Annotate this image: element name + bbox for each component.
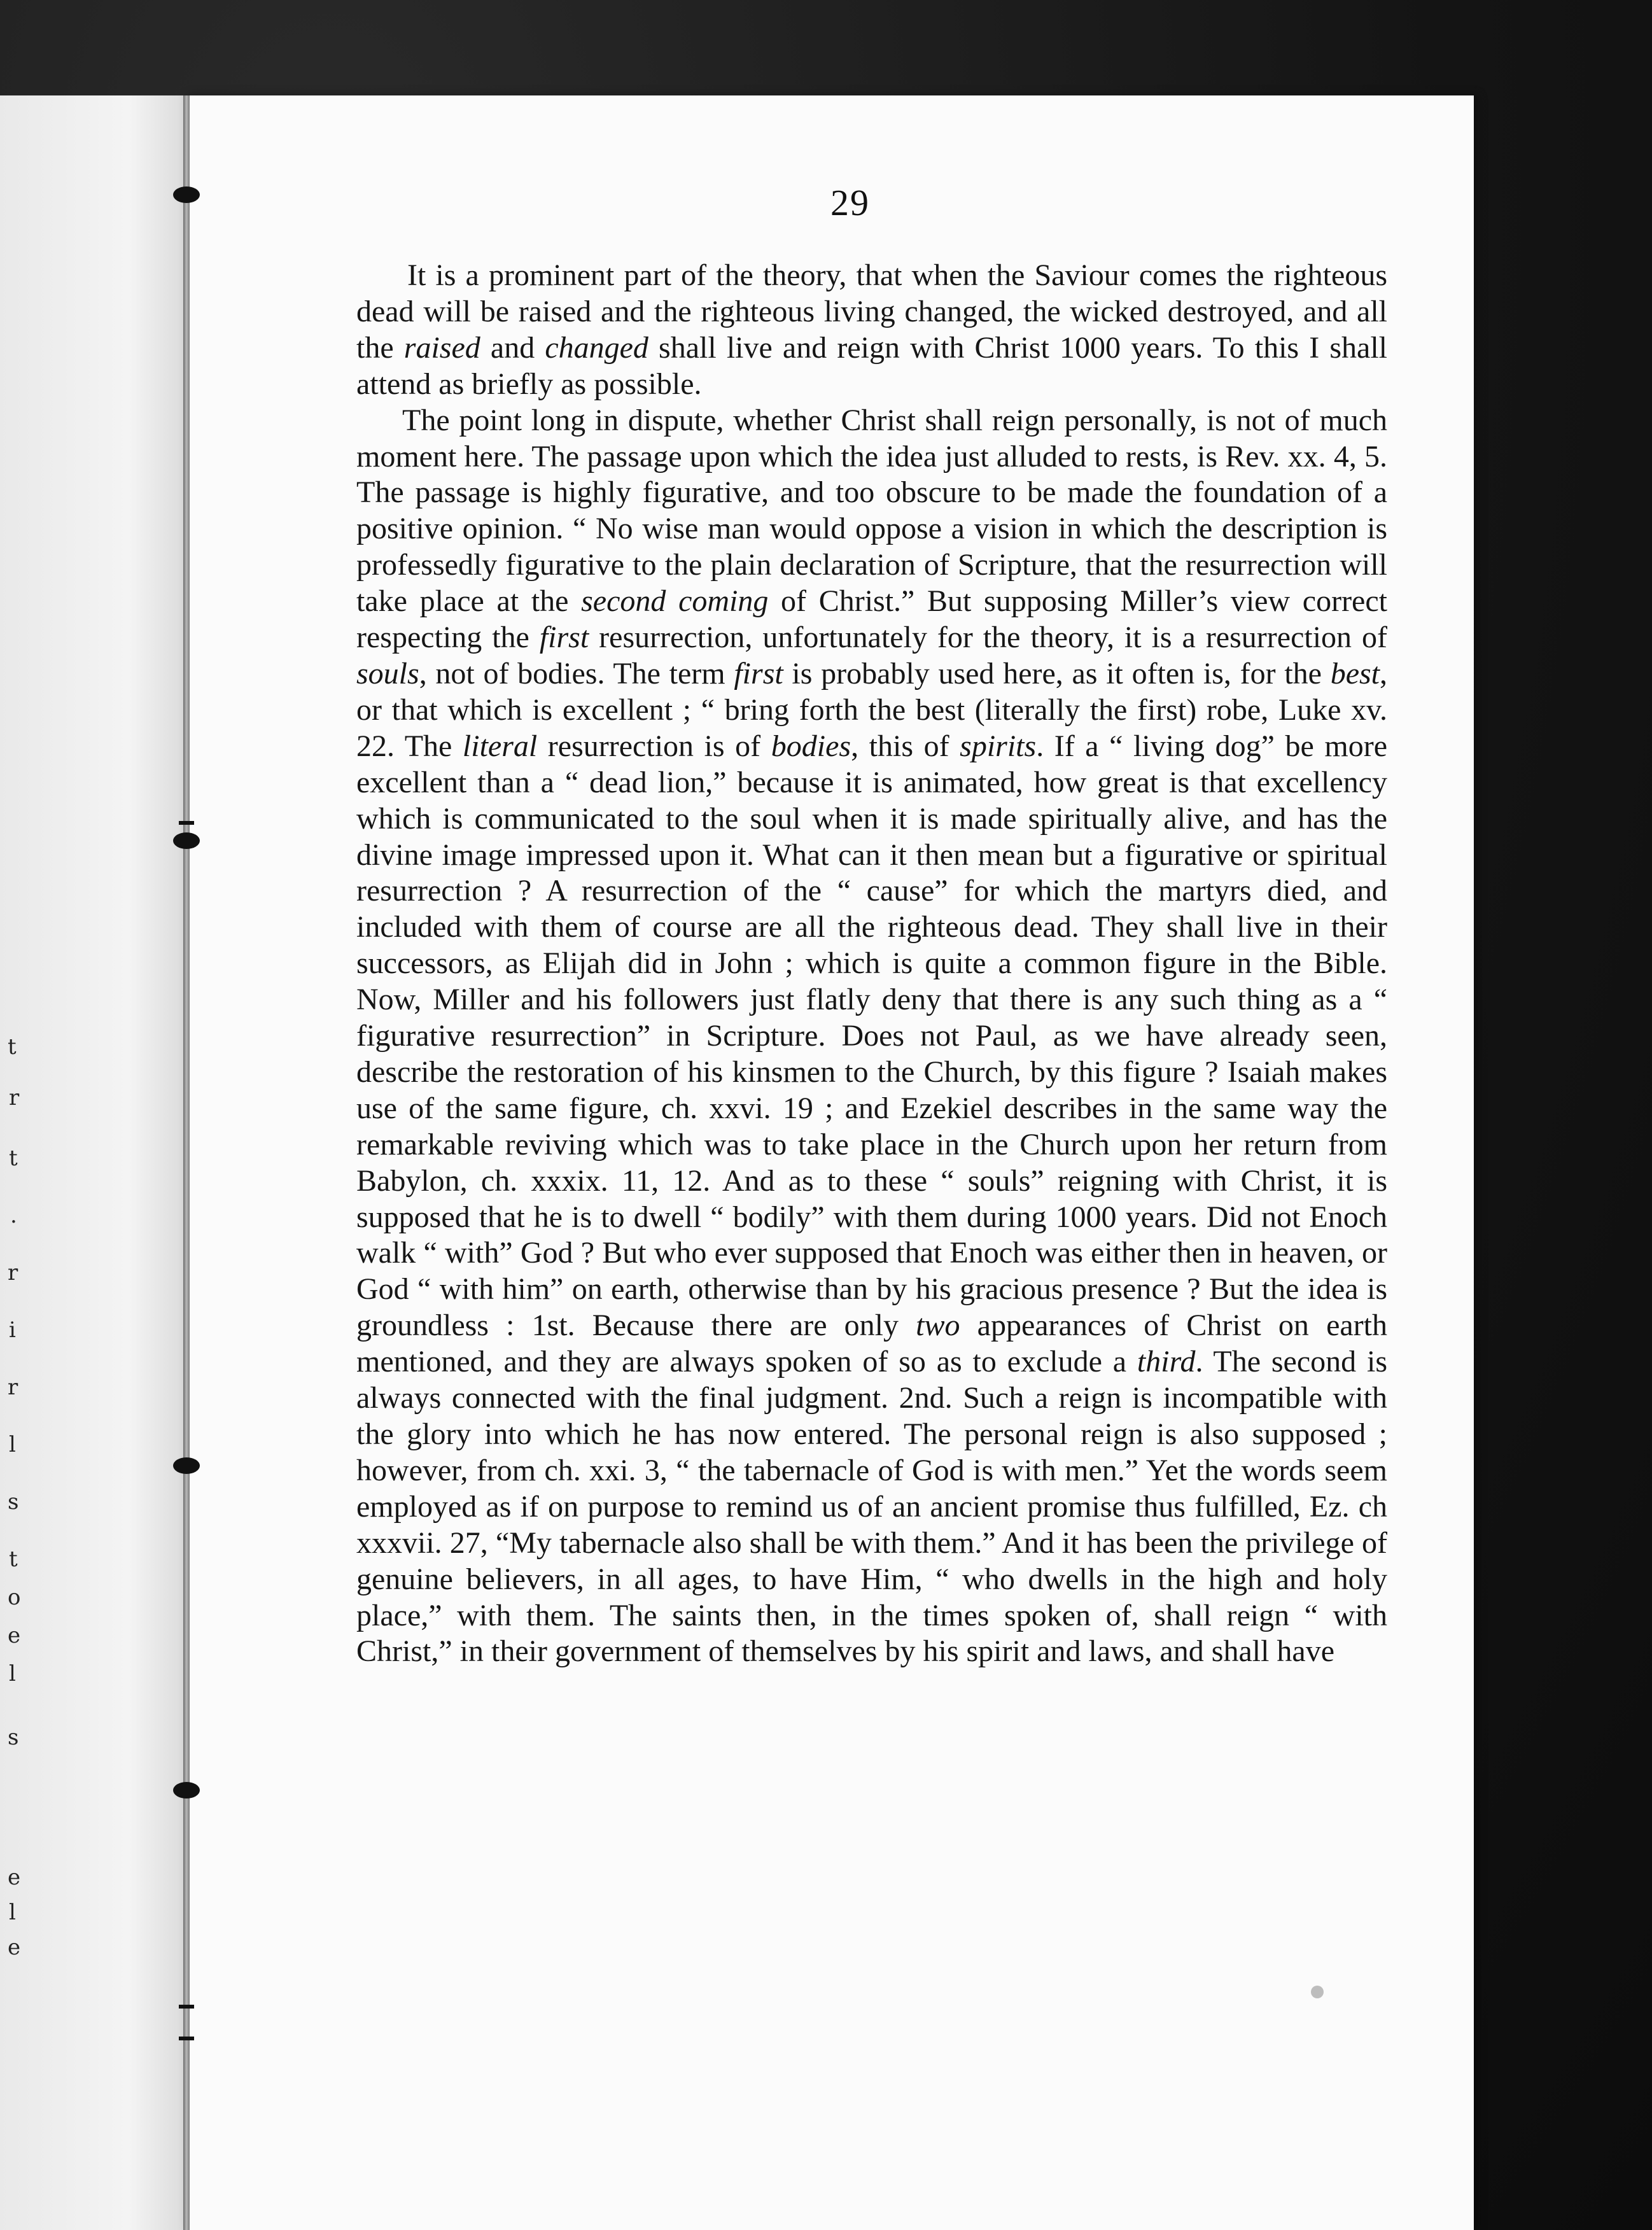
binding-stitch xyxy=(173,186,200,203)
facing-page-letter: l xyxy=(9,1432,16,1457)
italic-text-run: changed xyxy=(545,330,648,365)
facing-page-letter: . xyxy=(10,1203,17,1228)
text-run: resurrection is of xyxy=(537,729,771,763)
facing-page-letter: t xyxy=(9,1146,18,1171)
binding-stitch xyxy=(173,1782,200,1799)
italic-text-run: third xyxy=(1137,1345,1196,1379)
italic-text-run: raised xyxy=(403,330,480,365)
facing-page-letter: r xyxy=(8,1260,18,1286)
text-run: , this of xyxy=(851,729,960,763)
body-text xyxy=(356,258,1387,1670)
text-run: is probably used here, as it often is, for the xyxy=(783,656,1331,691)
italic-text-run: souls xyxy=(356,656,419,691)
italic-text-run: first xyxy=(539,621,589,655)
facing-page-letter: r xyxy=(9,1085,20,1111)
italic-text-run: second coming xyxy=(581,584,769,619)
binding-stitch xyxy=(173,1457,200,1474)
italic-text-run: two xyxy=(916,1308,960,1343)
facing-page-letter: r xyxy=(8,1375,18,1400)
text-run: The point long in dispute, whether Christ shall reign personally, is not of much moment here. The passage upon which the idea just alluded to rests, is Rev. xx. 4, 5. The passage is highly figurative, and too obscure to be made the foundation of a positive opinion. “ No wise man would oppose a vision in which the description is professedly figurative to the plain declaration of Scripture, that the resurrection will take place at the xyxy=(356,403,1387,619)
facing-page-letter: e xyxy=(8,1935,21,1960)
text-run: . If a “ living dog” be more excellent than a “ dead lion,” because it is animated, how great is that excellency which is communicated to the soul when it is made spiritually alive, and has the divine image impressed upon it. What can it then mean but a figurative or spiritual resurrection ? A resurrection of the “ cause” for which the martyrs died, and included with them of course are all the righteous dead. They shall live in their successors, as Elijah did in John ; which is quite a common figure in the Bible. Now, Miller and his followers just flatly deny that there is any such thing as a “ figurative resurrection” in Scripture. Does not Paul, as we have already seen, describe the restoration of his kinsmen to the Church, by this figure ? Isaiah makes use of the same figure, ch. xxvi. 19 ; and Ezekiel describes in the same way the remarkable reviving which was to take place in the Church upon her return from Babylon, ch. xxxix. 11, 12. And as to these “ souls” reigning with Christ, it is supposed that he is to dwell “ bodily” with them during 1000 years. Did not Enoch walk “ with” God ? But who ever supposed that Enoch was either then in heaven, or God “ with him” on earth, otherwise than by his gracious presence ? But the idea is groundless : 1st. Because there are only xyxy=(356,729,1388,1343)
facing-page-fragment xyxy=(0,95,185,2230)
facing-page-letter: e xyxy=(8,1623,21,1648)
facing-page-letter: s xyxy=(8,1725,19,1750)
italic-text-run: first xyxy=(734,656,783,691)
italic-text-run: spirits xyxy=(960,729,1037,763)
paper-speck xyxy=(1311,1986,1324,1998)
facing-page-letter: e xyxy=(8,1865,21,1890)
facing-page-letter: i xyxy=(9,1317,16,1343)
facing-page-letter: s xyxy=(8,1489,19,1515)
page-number: 29 xyxy=(830,182,870,223)
italic-text-run: bodies xyxy=(771,729,851,763)
facing-page-letter: l xyxy=(9,1661,16,1687)
binding-stitch-mark xyxy=(179,2005,194,2009)
binding-stitch-mark xyxy=(179,844,194,848)
text-run: and xyxy=(480,330,545,365)
facing-page-letter: l xyxy=(9,1900,16,1925)
paragraph xyxy=(356,258,1387,403)
facing-page-letter: t xyxy=(9,1546,18,1572)
italic-text-run: literal xyxy=(462,729,538,763)
facing-page-letter: o xyxy=(8,1585,21,1610)
text-run: of Christ.” But supposing Miller’s view correct respecting the xyxy=(356,584,1388,655)
text-run: , or that which is excellent ; “ bring forth the best (literally the first) robe, Luke xv. 22. The xyxy=(356,656,1388,763)
paragraph xyxy=(356,403,1387,1671)
binding-stitch-mark xyxy=(179,2037,194,2040)
binding-stitch-mark xyxy=(179,821,194,825)
text-run: It is a prominent part of the theory, that when the Saviour comes the righteous dead will be raised and the righteous living changed, the wicked destroyed, and all the xyxy=(356,258,1387,365)
facing-page-letter: t xyxy=(8,1034,17,1060)
text-run: appearances of Christ on earth mentioned, and they are always spoken of so as to exclude a xyxy=(356,1308,1387,1379)
binding-spine xyxy=(183,95,190,2230)
text-run: . The second is always connected with the final judgment. 2nd. Such a reign is incompatible with the glory into which he has now entered. The personal reign is also supposed ; however, from ch. xxi. 3, “ the tabernacle of God is with men.” Yet the words seem employed as if on purpose to remind us of an ancient promise thus fulfilled, Ez. ch xxxvii. 27, “My tabernacle also shall be with them.” And it has been the privilege of genuine believers, in all ages, to have Him, “ who dwells in the high and holy place,” with them. The saints then, in the times spoken of, shall reign “ with Christ,” in their government of themselves by his spirit and laws, and shall have xyxy=(356,1345,1388,1669)
text-run: , not of bodies. The term xyxy=(419,656,734,691)
text-run: resurrection, unfortunately for the theory, it is a resurrection of xyxy=(589,621,1387,655)
italic-text-run: best xyxy=(1330,656,1380,691)
text-run: shall live and reign with Christ 1000 years. To this I shall attend as briefly as possible. xyxy=(356,330,1387,401)
